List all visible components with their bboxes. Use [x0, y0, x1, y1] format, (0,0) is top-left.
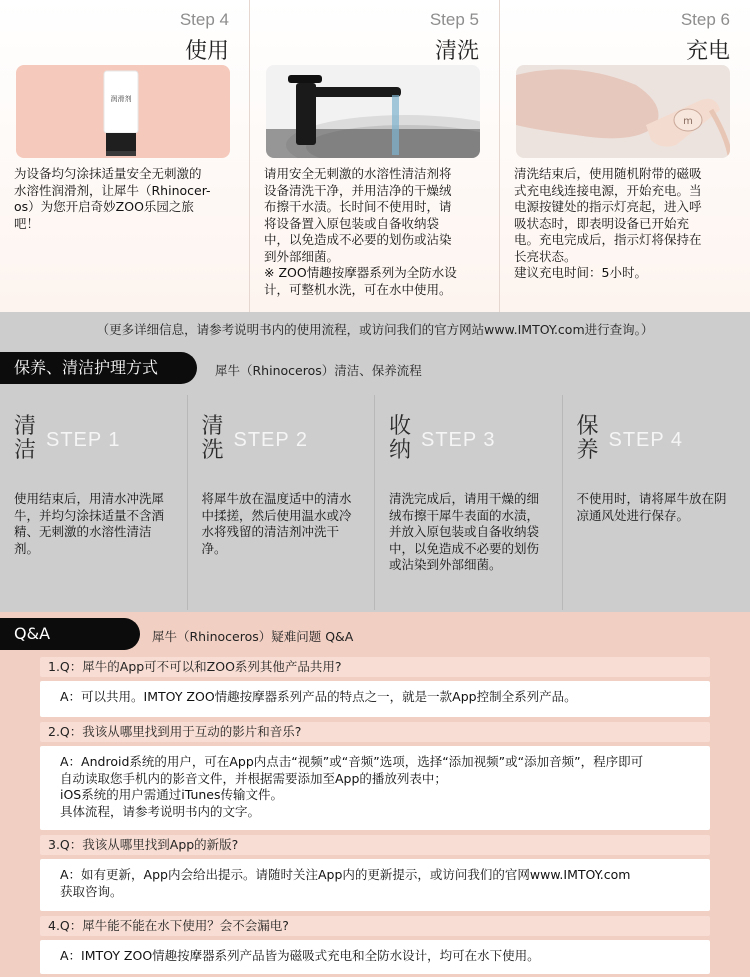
step-title: 充电 [685, 39, 730, 64]
answer-line: A：如有更新，App内会给出提示。请随时关注App内的更新提示，或访问我们的官网www.IMTOY.com [60, 867, 631, 882]
care-step-heading: 清洗 [201, 414, 224, 463]
care-step-2 [188, 395, 376, 610]
care-step-heading: 收纳 [389, 414, 412, 463]
care-step-label: STEP 1 [46, 429, 121, 451]
step-description: 为设备均匀涂抹适量安全无刺激的 水溶性润滑剂，让犀牛（Rhinocer- os）为您开启奇妙ZOO乐园之旅 吧！ [14, 166, 211, 231]
care-step-1 [0, 395, 188, 610]
faucet-icon [266, 65, 480, 158]
answer-2 [40, 746, 710, 830]
step-number: Step 6 [680, 10, 730, 29]
step-description: 清洗结束后，使用随机附带的磁吸 式充电线连接电源，开始充电。当 电源按键处的指示灯亮起，进入呼 吸状态时，即表明设备已开始充 电。充电完成后，指示灯将保持在 长亮状态。 建议充电时间：5小时。 [514, 166, 702, 280]
care-step-3 [375, 395, 563, 610]
question-3: 3.Q：我该从哪里找到App的新版? [40, 835, 710, 855]
qa-section-title: Q&A [0, 618, 140, 650]
question-2: 2.Q：我该从哪里找到用于互动的影片和音乐? [40, 722, 710, 742]
answer-line: A：可以共用。IMTOY ZOO情趣按摩器系列产品的特点之一，就是一款App控制全系列产品。 [60, 689, 577, 704]
qa-section-subtitle: 犀牛（Rhinoceros）疑难问题 Q&A [152, 629, 354, 644]
step-5-column [250, 0, 500, 312]
tube-label: 润滑剂 [110, 95, 132, 103]
care-step-description: 清洗完成后，请用干燥的细绒布擦干犀牛表面的水渍，并放入原包装或自备收纳袋中，以免造成不必要的划伤或沾染到外部细菌。 [389, 491, 540, 572]
care-steps [0, 395, 750, 610]
care-step-heading: 清洁 [14, 414, 37, 463]
step-number: Step 4 [179, 10, 229, 29]
care-step-description: 使用结束后，用清水冲洗犀牛，并均匀涂抹适量不含酒精、无刺激的水溶性清洁剂。 [14, 491, 165, 556]
faucet-image [266, 65, 480, 158]
care-step-heading: 保养 [576, 414, 599, 463]
answer-line: A：Android系统的用户，可在App内点击“视频”或“音频”选项，选择“添加视频”或“添加音频”，程序即可 [60, 754, 644, 769]
answer-line: iOS系统的用户需通过iTunes传输文件。 [60, 787, 284, 802]
step-6-column [500, 0, 750, 312]
lubricant-tube-icon [16, 65, 230, 158]
care-step-label: STEP 3 [421, 429, 496, 451]
step-number: Step 5 [429, 10, 479, 29]
answer-line: 获取咨询。 [60, 883, 123, 899]
step-title: 使用 [184, 39, 229, 64]
care-step-4 [563, 395, 750, 610]
care-step-description: 将犀牛放在温度适中的清水中揉搓，然后使用温水或冷水将残留的清洁剂冲洗干净。 [201, 491, 352, 556]
answer-1 [40, 681, 710, 717]
step-description: 请用安全无刺激的水溶性清洁剂将 设备清洗干净，并用洁净的干燥绒 布擦干水渍。长时间不使用时，请 将设备置入原包装或自备收纳袋 中，以免造成不必要的划伤或沾染 到外部细菌。 ※ ZOO情趣按摩器系列为全防水设 计，可整机水洗，可在水中使用。 [264, 166, 457, 297]
care-section-subtitle: 犀牛（Rhinoceros）清洁、保养流程 [215, 363, 422, 378]
care-step-label: STEP 2 [233, 429, 309, 451]
answer-line: A：IMTOY ZOO情趣按摩器系列产品皆为磁吸式充电和全防水设计，均可在水下使用。 [60, 948, 540, 963]
answer-line: 自动读取您手机内的影音文件，并根据需要添加至App的播放列表中； [60, 770, 447, 786]
answer-line: 具体流程，请参考说明书内的文字。 [60, 803, 261, 819]
care-section-title: 保养、清洁护理方式 [0, 352, 197, 384]
question-1: 1.Q：犀牛的App可不可以和ZOO系列其他产品共用? [40, 657, 710, 677]
lubricant-tube-image [16, 65, 230, 158]
care-step-description: 不使用时，请将犀牛放在阴凉通风处进行保存。 [576, 491, 727, 523]
more-info-note: （更多详细信息，请参考说明书内的使用流程，或访问我们的官方网站www.IMTOY.com进行查询。） [96, 322, 654, 337]
magnetic-charger-icon [516, 65, 730, 158]
svg-text:m: m [683, 116, 693, 127]
step-title: 清洗 [434, 39, 479, 64]
question-4: 4.Q：犀牛能不能在水下使用？会不会漏电? [40, 916, 710, 936]
answer-3 [40, 859, 710, 911]
care-step-label: STEP 4 [608, 429, 684, 451]
charger-image [516, 65, 730, 158]
answer-4 [40, 940, 710, 974]
step-4-column [0, 0, 250, 312]
usage-steps [0, 0, 750, 312]
